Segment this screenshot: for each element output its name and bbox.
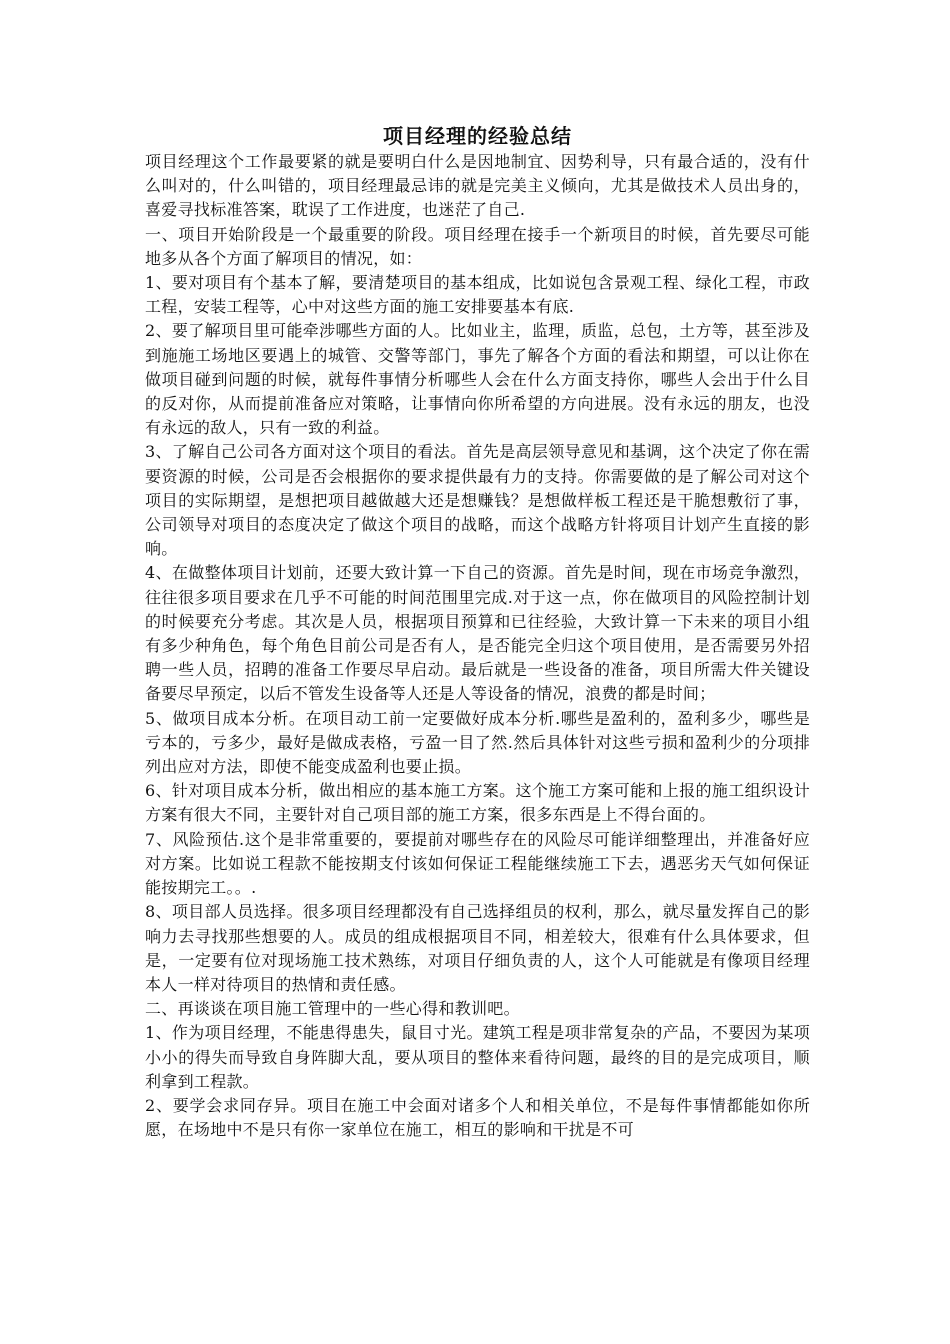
paragraph-section-2: 二、再谈谈在项目施工管理中的一些心得和教训吧。 xyxy=(145,999,520,1019)
paragraph-1-5: 5、做项目成本分析。在项目动工前一定要做好成本分析.哪些是盈利的，盈利多少，哪些是亏本的，亏多少，最好是做成表格，亏盈一目了然.然后具体针对这些亏损和盈利少的分项排列出应对方法，即使不能变成盈利也要止损。 xyxy=(145,708,810,777)
paragraph-1-8: 8、项目部人员选择。很多项目经理都没有自己选择组员的权利，那么，就尽量发挥自己的影响力去寻找那些想要的人。成员的组成根据项目不同，相差较大，很难有什么具体要求，但是，一定要有位对现场施工技术熟练，对项目仔细负责的人，这个人可能就是有像项目经理本人一样对待项目的热情和责任感。 xyxy=(145,902,810,994)
paragraph-2-2: 2、要学会求同存异。项目在施工中会面对诸多个人和相关单位，不是每件事情都能如你所愿，在场地中不是只有你一家单位在施工，相互的影响和干扰是不可 xyxy=(145,1095,810,1140)
paragraph-1-6: 6、针对项目成本分析，做出相应的基本施工方案。这个施工方案可能和上报的施工组织设计方案有很大不同，主要针对自己项目部的施工方案，很多东西是上不得台面的。 xyxy=(145,781,810,825)
paragraph-1-1: 1、要对项目有个基本了解，要清楚项目的基本组成，比如说包含景观工程、绿化工程，市政工程，安装工程等，心中对这些方面的施工安排要基本有底. xyxy=(145,273,810,317)
paragraph-2-1: 1、作为项目经理，不能患得患失，鼠目寸光。建筑工程是项非常复杂的产品，不要因为某项小小的得失而导致自身阵脚大乱，要从项目的整体来看待问题，最终的目的是完成项目，顺利拿到工程款。 xyxy=(145,1023,810,1091)
paragraph-1-3: 3、了解自己公司各方面对这个项目的看法。首先是高层领导意见和基调，这个决定了你在需要资源的时候，公司是否会根据你的要求提供最有力的支持。你需要做的是了解公司对这个项目的实际期望，是想把项目越做越大还是想赚钱？是想做样板工程还是干脆想敷衍了事，公司领导对项目的态度决定了做这个项目的战略，而这个战略方针将项目计划产生直接的影响。 xyxy=(145,442,810,559)
paragraph-1-7: 7、风险预估.这个是非常重要的，要提前对哪些存在的风险尽可能详细整理出，并准备好应对方案。比如说工程款不能按期支付该如何保证工程能继续施工下去，遇恶劣天气如何保证能按期完工。。. xyxy=(145,829,810,898)
document-title: 项目经理的经验总结 xyxy=(383,124,572,148)
paragraph-1-4: 4、在做整体项目计划前，还要大致计算一下自己的资源。首先是时间，现在市场竞争激烈，往往很多项目要求在几乎不可能的时间范围里完成.对于这一点，你在做项目的风险控制计划的时候要充分考虑。其次是人员，根据项目预算和已往经验，大致计算一下未来的项目小组有多少种角色，每个角色目前公司是否有人，是否能完全归这个项目使用，是否需要另外招聘一些人员，招聘的准备工作要尽早启动。最后就是一些设备的准备，项目所需大件关键设备要尽早预定，以后不管发生设备等人还是人等设备的情况，浪费的都是时间； xyxy=(145,563,810,704)
paragraph-1-2: 2、要了解项目里可能牵涉哪些方面的人。比如业主，监理，质监，总包，土方等，甚至涉及到施施工场地区要遇上的城管、交警等部门，事先了解各个方面的看法和期望，可以让你在做项目碰到问题的时候，就每件事情分析哪些人会在什么方面支持你，哪些人会出于什么目的反对你，从而提前准备应对策略，让事情向你所希望的方向进展。没有永远的朋友，也没有永远的敌人，只有一致的利益。 xyxy=(145,321,810,438)
document-page xyxy=(145,122,810,1142)
paragraph-intro: 项目经理这个工作最要紧的就是要明白什么是因地制宜、因势利导，只有最合适的，没有什么叫对的，什么叫错的，项目经理最忌讳的就是完美主义倾向，尤其是做技术人员出身的，喜爱寻找标准答案，耽误了工作进度，也迷茫了自己. xyxy=(145,152,810,220)
paragraph-section-1: 一、项目开始阶段是一个最重要的阶段。项目经理在接手一个新项目的时候，首先要尽可能地多从各个方面了解项目的情况，如： xyxy=(145,224,810,268)
